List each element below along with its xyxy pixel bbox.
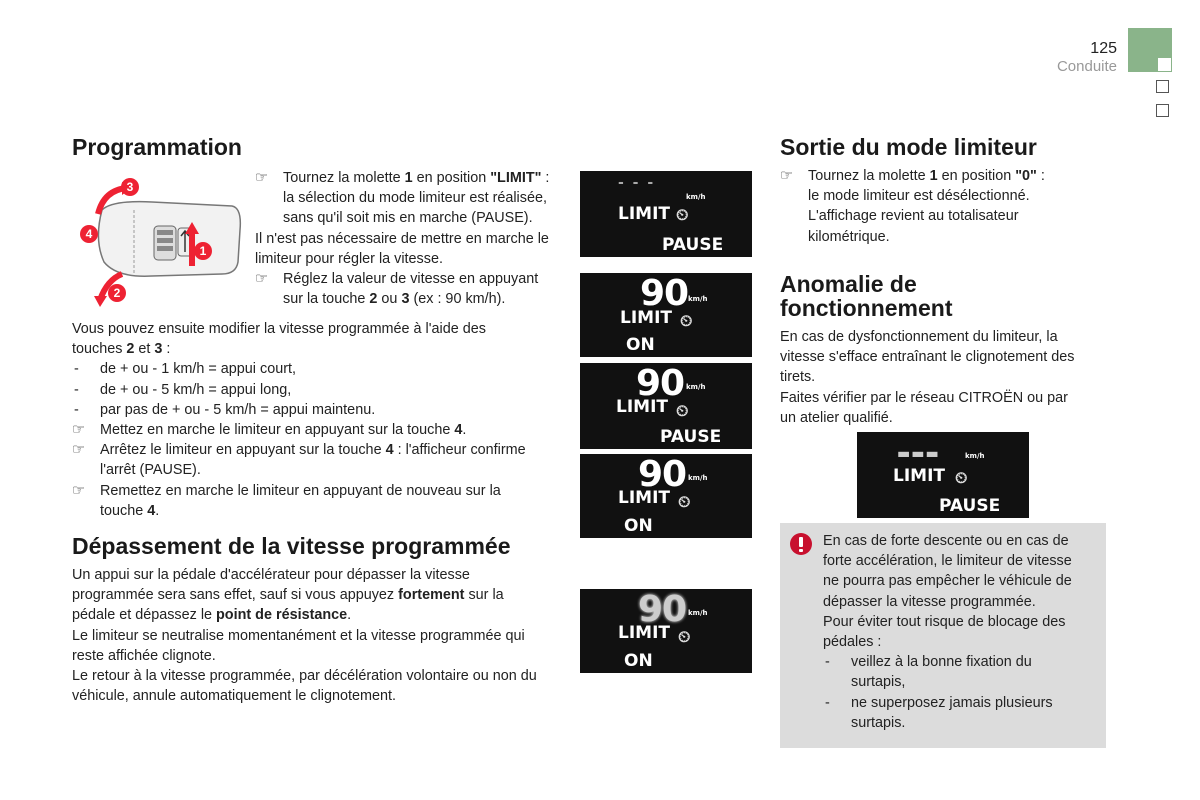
pointing-hand-icon: ☞ [255,271,268,288]
limit-label: LIMIT [618,623,670,643]
page-number: 125 [1090,40,1117,57]
speed-value: 90 [640,273,689,314]
sortie-title: Sortie du mode limiteur [780,134,1037,160]
pause-label: PAUSE [660,427,722,447]
speedometer-icon: ⏲ [676,205,689,224]
display-panel-90-pause [580,363,752,449]
speedometer-icon: ⏲ [676,401,689,420]
tab-marker [1156,104,1169,117]
limit-label: LIMIT [616,397,668,417]
pointing-hand-icon: ☞ [780,168,793,184]
speed-limiter-stalk-drawing [72,170,247,310]
programmation-title: Programmation [72,134,242,160]
note-text: Il n'est pas nécessaire de mettre en marche le limiteur pour régler la vitesse. [255,230,549,267]
on-label: ON [626,335,655,355]
callout-4: 4 [85,227,93,241]
speed-unit: km/h [965,452,985,460]
speed-value: 90 [638,454,687,495]
paragraph: Vous pouvez ensuite modifier la vitesse programmée à l'aide des touches 2 et 3 : [72,321,486,358]
warning-text: En cas de forte descente ou en cas de forte accélération, le limiteur de vitesse ne pourra pas empêcher le véhicule de dépasser la vitesse programmée. Pour éviter tout risque de blocage des pédales : - veillez à la bonne fixation du surtapis, - ne superposez jamais plusieurs surtapis. [823,531,1103,733]
display-panel-90-on [580,273,752,357]
callout-3: 3 [126,180,134,194]
display-panel-90-blinking [580,589,752,673]
tab-marker [1156,80,1169,93]
speedometer-icon: ⏲ [678,492,691,511]
speed-unit: km/h [686,193,706,201]
dash-item: - de + ou - 1 km/h = appui court, [74,361,296,378]
chapter-tab [1128,28,1172,72]
section-title: Conduite [1056,58,1117,75]
pointing-hand-icon: ☞ [72,422,85,439]
bullet-step: ☞ Réglez la valeur de vitesse en appuyant sur la touche 2 ou 3 (ex : 90 km/h). [255,271,539,308]
limit-label: LIMIT [618,204,670,224]
dash-item: - ne superposez jamais plusieurs surtapis. [825,694,1053,731]
bullet-step: ☞ Arrêtez le limiteur en appuyant sur la touche 4 : l'afficheur confirme l'arrêt (PAUSE). [72,442,526,479]
pointing-hand-icon: ☞ [72,482,85,499]
limit-label: LIMIT [618,488,670,508]
depassement-title: Dépassement de la vitesse programmée [72,533,511,559]
speed-value-blinking: 90 [638,589,687,630]
warning-box [780,523,1106,748]
speed-unit: km/h [688,609,708,617]
callout-2: 2 [113,286,121,300]
speed-dashes: ▬▬▬ [897,446,940,462]
pause-label: PAUSE [662,235,724,255]
bullet-step: ☞ Tournez la molette 1 en position "0" : le mode limiteur est désélectionné. L'affichage revient au totalisateur kilométrique. [780,168,1045,245]
stalk-illustration [72,170,247,310]
anomalie-text: En cas de dysfonctionnement du limiteur, la vitesse s'efface entraînant le clignotement des tirets. Faites vérifier par le réseau CITROËN ou par un atelier qualifié. [780,329,1075,426]
tab-marker [1158,58,1171,71]
limit-label: LIMIT [893,466,945,486]
speedometer-icon: ⏲ [955,468,968,487]
display-panel-fault [857,432,1029,518]
pause-label: PAUSE [939,496,1001,516]
pointing-hand-icon: ☞ [255,170,268,186]
programmation-steps [255,168,575,309]
display-panel-limit-pause [580,171,752,257]
speed-value: 90 [636,363,685,404]
bullet-step: ☞ Tournez la molette 1 en position "LIMIT" : la sélection du mode limiteur est réalisée, sans qu'il soit mis en marche (PAUSE). [255,170,550,227]
speedometer-icon: ⏲ [678,627,691,646]
programmation-details [72,319,572,521]
speed-unit: km/h [686,383,706,391]
limit-label: LIMIT [620,308,672,328]
speed-unit: km/h [688,474,708,482]
on-label: ON [624,651,653,671]
bullet-step: ☞ Remettez en marche le limiteur en appuyant de nouveau sur la touche 4. [72,482,501,519]
depassement-text: Un appui sur la pédale d'accélérateur pour dépasser la vitesse programmée sera sans effet, sauf si vous appuyez fortement sur la pédale et dépassez le point de résistance. Le limiteur se neutralise momentanément et la vitesse programmée qui reste affichée clignote. Le retour à la vitesse programmée, par décélération volontaire ou non du véhicule, annule automatiquement le clignotement. [72,567,537,705]
sortie-text [780,166,1110,247]
anomalie-title: Anomalie de fonctionnement [780,271,953,321]
speed-unit: km/h [688,295,708,303]
on-label: ON [624,516,653,536]
dash-item: - par pas de + ou - 5 km/h = appui maintenu. [74,401,376,418]
display-panel-90-on [580,454,752,538]
speedometer-icon: ⏲ [680,311,693,330]
callout-1: 1 [199,244,207,258]
warning-icon [790,533,812,555]
speed-dashes: - - - [618,175,656,191]
dash-item: - veillez à la bonne fixation du surtapis, [825,654,1032,691]
bullet-step: ☞ Mettez en marche le limiteur en appuyant sur la touche 4. [72,420,572,440]
dash-item: - de + ou - 5 km/h = appui long, [74,381,292,398]
pointing-hand-icon: ☞ [72,442,85,459]
